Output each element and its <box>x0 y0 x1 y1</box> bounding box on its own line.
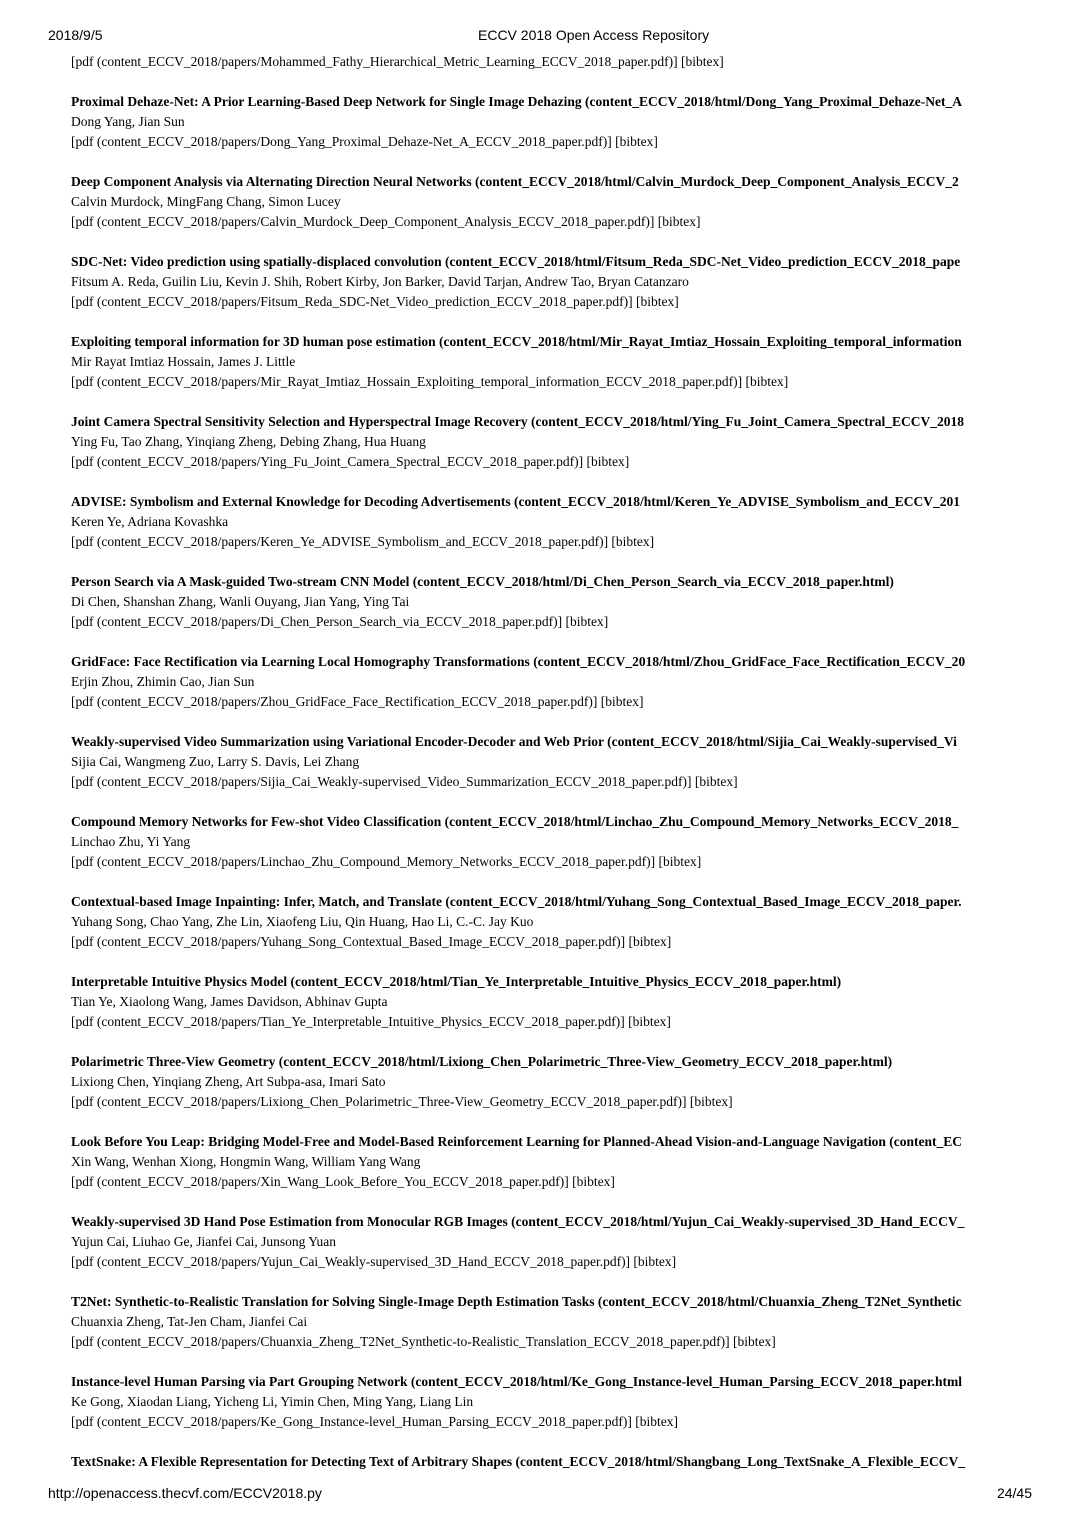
paper-links[interactable]: [pdf (content_ECCV_2018/papers/Mir_Rayat_Imtiaz_Hossain_Exploiting_temporal_information_ECCV_2018_paper.pdf)] [bibtex] <box>71 374 789 389</box>
paper-list <box>71 52 1031 1472</box>
paper-links[interactable]: [pdf (content_ECCV_2018/papers/Xin_Wang_Look_Before_You_ECCV_2018_paper.pdf)] [bibtex] <box>71 1174 615 1189</box>
paper-title-link[interactable]: TextSnake: A Flexible Representation for Detecting Text of Arbitrary Shapes (content_ECCV_2018/html/Shangbang_Long_TextSnake_A_Flexible_ECCV_ <box>71 1454 966 1469</box>
paper-authors: Di Chen, Shanshan Zhang, Wanli Ouyang, Jian Yang, Ying Tai <box>71 594 410 609</box>
paper-title-link[interactable]: Deep Component Analysis via Alternating Direction Neural Networks (content_ECCV_2018/html/Calvin_Murdock_Deep_Component_Analysis_ECCV_2 <box>71 174 959 189</box>
paper-links[interactable]: [pdf (content_ECCV_2018/papers/Zhou_GridFace_Face_Rectification_ECCV_2018_paper.pdf)] [bibtex] <box>71 694 644 709</box>
paper-title-link[interactable]: Exploiting temporal information for 3D human pose estimation (content_ECCV_2018/html/Mir_Rayat_Imtiaz_Hossain_Exploiting_temporal_information <box>71 334 962 349</box>
paper-entry <box>71 892 1031 952</box>
paper-links[interactable]: [pdf (content_ECCV_2018/papers/Keren_Ye_ADVISE_Symbolism_and_ECCV_2018_paper.pdf)] [bibtex] <box>71 534 655 549</box>
paper-title-link[interactable]: Joint Camera Spectral Sensitivity Selection and Hyperspectral Image Recovery (content_ECCV_2018/html/Ying_Fu_Joint_Camera_Spectral_ECCV_2018 <box>71 414 965 429</box>
header-date: 2018/9/5 <box>48 27 103 43</box>
paper-authors: Keren Ye, Adriana Kovashka <box>71 514 229 529</box>
header-title: ECCV 2018 Open Access Repository <box>478 27 710 43</box>
paper-authors: Ke Gong, Xiaodan Liang, Yicheng Li, Yimin Chen, Ming Yang, Liang Lin <box>71 1394 474 1409</box>
paper-links[interactable]: [pdf (content_ECCV_2018/papers/Dong_Yang_Proximal_Dehaze-Net_A_ECCV_2018_paper.pdf)] [bibtex] <box>71 134 658 149</box>
paper-title-link[interactable]: Weakly-supervised Video Summarization using Variational Encoder-Decoder and Web Prior (content_ECCV_2018/html/Sijia_Cai_Weakly-supervised_Vi <box>71 734 957 749</box>
paper-entry <box>71 1212 1031 1272</box>
paper-entry <box>71 812 1031 872</box>
paper-links[interactable]: [pdf (content_ECCV_2018/papers/Linchao_Zhu_Compound_Memory_Networks_ECCV_2018_paper.pdf)] [bibtex] <box>71 854 702 869</box>
paper-entry <box>71 92 1031 152</box>
paper-entry <box>71 172 1031 232</box>
paper-authors: Tian Ye, Xiaolong Wang, James Davidson, Abhinav Gupta <box>71 994 388 1009</box>
paper-entry <box>71 1372 1031 1432</box>
paper-links[interactable]: [pdf (content_ECCV_2018/papers/Chuanxia_Zheng_T2Net_Synthetic-to-Realistic_Translation_ECCV_2018_paper.pdf)] [bibtex] <box>71 1334 776 1349</box>
paper-title-link[interactable]: Instance-level Human Parsing via Part Grouping Network (content_ECCV_2018/html/Ke_Gong_Instance-level_Human_Parsing_ECCV_2018_paper.html <box>71 1374 962 1389</box>
paper-links[interactable]: [pdf (content_ECCV_2018/papers/Ying_Fu_Joint_Camera_Spectral_ECCV_2018_paper.pdf)] [bibtex] <box>71 454 630 469</box>
paper-authors: Sijia Cai, Wangmeng Zuo, Larry S. Davis, Lei Zhang <box>71 754 360 769</box>
paper-entry <box>71 1292 1031 1352</box>
paper-title-link[interactable]: Interpretable Intuitive Physics Model (content_ECCV_2018/html/Tian_Ye_Interpretable_Intuitive_Physics_ECCV_2018_paper.html) <box>71 974 842 989</box>
paper-entry <box>71 972 1031 1032</box>
paper-entry <box>71 332 1031 392</box>
paper-title-link[interactable]: Proximal Dehaze-Net: A Prior Learning-Based Deep Network for Single Image Dehazing (content_ECCV_2018/html/Dong_Yang_Proximal_Dehaze-Net_A <box>71 94 963 109</box>
paper-entry <box>71 492 1031 552</box>
paper-links[interactable]: [pdf (content_ECCV_2018/papers/Di_Chen_Person_Search_via_ECCV_2018_paper.pdf)] [bibtex] <box>71 614 609 629</box>
paper-title-link[interactable]: GridFace: Face Rectification via Learning Local Homography Transformations (content_ECCV_2018/html/Zhou_GridFace_Face_Rectification_ECCV_20 <box>71 654 966 669</box>
footer-page-number: 24/45 <box>996 1485 1032 1501</box>
paper-entry <box>71 1052 1031 1112</box>
paper-links[interactable]: [pdf (content_ECCV_2018/papers/Yujun_Cai_Weakly-supervised_3D_Hand_ECCV_2018_paper.pdf)] [bibtex] <box>71 1254 677 1269</box>
paper-title-link[interactable]: Person Search via A Mask-guided Two-stream CNN Model (content_ECCV_2018/html/Di_Chen_Person_Search_via_ECCV_2018_paper.html) <box>71 574 894 589</box>
paper-links[interactable]: [pdf (content_ECCV_2018/papers/Calvin_Murdock_Deep_Component_Analysis_ECCV_2018_paper.pdf)] [bibtex] <box>71 214 701 229</box>
paper-authors: Linchao Zhu, Yi Yang <box>71 834 191 849</box>
paper-entry <box>71 1452 1031 1472</box>
paper-entry <box>71 252 1031 312</box>
paper-links[interactable]: [pdf (content_ECCV_2018/papers/Tian_Ye_Interpretable_Intuitive_Physics_ECCV_2018_paper.pdf)] [bibtex] <box>71 1014 671 1029</box>
paper-title-link[interactable]: Compound Memory Networks for Few-shot Video Classification (content_ECCV_2018/html/Linchao_Zhu_Compound_Memory_Networks_ECCV_2018_ <box>71 814 959 829</box>
paper-authors: Erjin Zhou, Zhimin Cao, Jian Sun <box>71 674 255 689</box>
paper-entry <box>71 572 1031 632</box>
paper-authors: Mir Rayat Imtiaz Hossain, James J. Little <box>71 354 296 369</box>
paper-authors: Calvin Murdock, MingFang Chang, Simon Lucey <box>71 194 341 209</box>
paper-authors: Chuanxia Zheng, Tat-Jen Cham, Jianfei Cai <box>71 1314 308 1329</box>
entries-container <box>71 92 1031 1472</box>
paper-links[interactable]: [pdf (content_ECCV_2018/papers/Yuhang_Song_Contextual_Based_Image_ECCV_2018_paper.pdf)] [bibtex] <box>71 934 672 949</box>
paper-title-link[interactable]: Contextual-based Image Inpainting: Infer, Match, and Translate (content_ECCV_2018/html/Yuhang_Song_Contextual_Based_Image_ECCV_2018_paper. <box>71 894 962 909</box>
paper-title-link[interactable]: Look Before You Leap: Bridging Model-Free and Model-Based Reinforcement Learning for Planned-Ahead Vision-and-Language Navigation (content_EC <box>71 1134 963 1149</box>
paper-authors: Fitsum A. Reda, Guilin Liu, Kevin J. Shih, Robert Kirby, Jon Barker, David Tarjan, Andrew Tao, Bryan Catanzaro <box>71 274 689 289</box>
paper-entry <box>71 1132 1031 1192</box>
paper-title-link[interactable]: Polarimetric Three-View Geometry (content_ECCV_2018/html/Lixiong_Chen_Polarimetric_Three-View_Geometry_ECCV_2018_paper.html) <box>71 1054 893 1069</box>
paper-authors: Lixiong Chen, Yinqiang Zheng, Art Subpa-asa, Imari Sato <box>71 1074 386 1089</box>
paper-title-link[interactable]: Weakly-supervised 3D Hand Pose Estimation from Monocular RGB Images (content_ECCV_2018/html/Yujun_Cai_Weakly-supervised_3D_Hand_ECCV_ <box>71 1214 965 1229</box>
paper-authors: Xin Wang, Wenhan Xiong, Hongmin Wang, William Yang Wang <box>71 1154 421 1169</box>
paper-entry <box>71 732 1031 792</box>
paper-links[interactable]: [pdf (content_ECCV_2018/papers/Lixiong_Chen_Polarimetric_Three-View_Geometry_ECCV_2018_paper.pdf)] [bibtex] <box>71 1094 733 1109</box>
paper-links[interactable]: [pdf (content_ECCV_2018/papers/Ke_Gong_Instance-level_Human_Parsing_ECCV_2018_paper.pdf)] [bibtex] <box>71 1414 678 1429</box>
paper-title-link[interactable]: SDC-Net: Video prediction using spatially-displaced convolution (content_ECCV_2018/html/Fitsum_Reda_SDC-Net_Video_prediction_ECCV_2018_pape <box>71 254 961 269</box>
paper-authors: Dong Yang, Jian Sun <box>71 114 185 129</box>
paper-authors: Yujun Cai, Liuhao Ge, Jianfei Cai, Junsong Yuan <box>71 1234 336 1249</box>
paper-title-link[interactable]: ADVISE: Symbolism and External Knowledge for Decoding Advertisements (content_ECCV_2018/html/Keren_Ye_ADVISE_Symbolism_and_ECCV_201 <box>71 494 961 509</box>
paper-entry <box>71 412 1031 472</box>
paper-authors: Yuhang Song, Chao Yang, Zhe Lin, Xiaofeng Liu, Qin Huang, Hao Li, C.-C. Jay Kuo <box>71 914 534 929</box>
paper-links[interactable]: [pdf (content_ECCV_2018/papers/Sijia_Cai_Weakly-supervised_Video_Summarization_ECCV_2018_paper.pdf)] [bibtex] <box>71 774 738 789</box>
paper-entry <box>71 652 1031 712</box>
paper-links[interactable]: [pdf (content_ECCV_2018/papers/Mohammed_Fathy_Hierarchical_Metric_Learning_ECCV_2018_paper.pdf)] [bibtex] <box>71 54 724 69</box>
paper-title-link[interactable]: T2Net: Synthetic-to-Realistic Translation for Solving Single-Image Depth Estimation Tasks (content_ECCV_2018/html/Chuanxia_Zheng_T2Net_Synthetic <box>71 1294 962 1309</box>
paper-links[interactable]: [pdf (content_ECCV_2018/papers/Fitsum_Reda_SDC-Net_Video_prediction_ECCV_2018_paper.pdf)] [bibtex] <box>71 294 679 309</box>
footer-url: http://openaccess.thecvf.com/ECCV2018.py <box>48 1485 322 1501</box>
paper-authors: Ying Fu, Tao Zhang, Yinqiang Zheng, Debing Zhang, Hua Huang <box>71 434 426 449</box>
